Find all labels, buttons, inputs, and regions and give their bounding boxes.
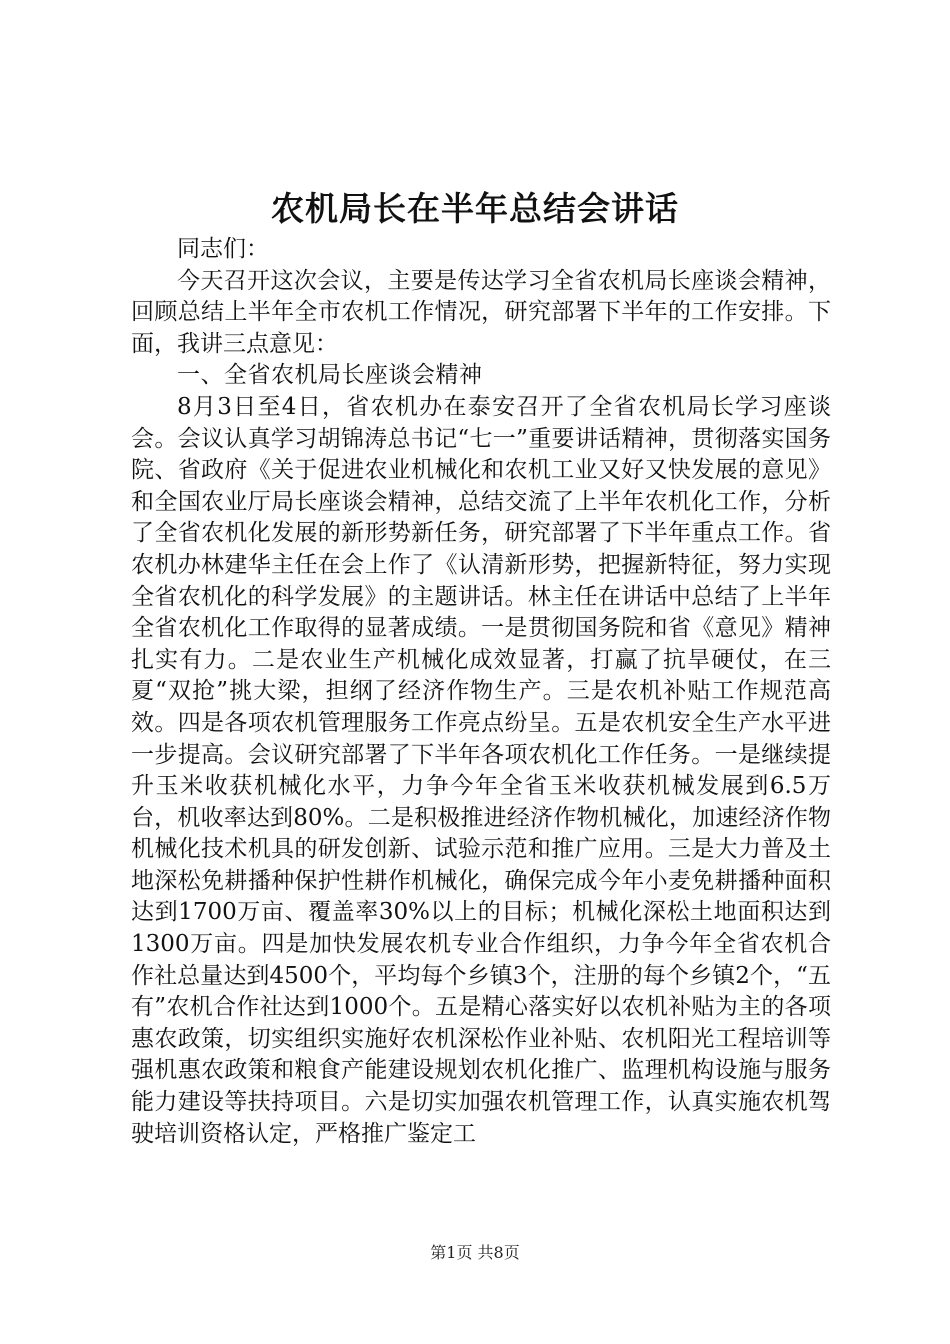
section-heading: 一、全省农机局长座谈会精神 — [177, 362, 483, 389]
intro-paragraph: 今天召开这次会议，主要是传达学习全省农机局长座谈会精神，回顾总结上半年全市农机工作情况，研究部署下半年的工作安排。下面，我讲三点意见： — [131, 267, 831, 357]
salutation: 同志们： — [177, 236, 269, 262]
document-body — [131, 234, 831, 1150]
section-paragraph: 8月3日至4日，省农机办在泰安召开了全省农机局长学习座谈会。会议认真学习胡锦涛总书记“七一”重要讲话精神，贯彻落实国务院、省政府《关于促进农业机械化和农机工业又好又快发展的意见》和全国农业厅局长座谈会精神，总结交流了上半年农机化工作，分析了全省农机化发展的新形势新任务，研究部署了下半年重点工作。省农机办林建华主任在会上作了《认清新形势，把握新特征，努力实现全省农机化的科学发展》的主题讲话。林主任在讲话中总结了上半年全省农机化工作取得的显著成绩。一是贯彻国务院和省《意见》精神扎实有力。二是农业生产机械化成效显著，打赢了抗旱硬仗，在三夏“双抢”挑大梁，担纲了经济作物生产。三是农机补贴工作规范高效。四是各项农机管理服务工作亮点纷呈。五是农机安全生产水平进一步提高。会议研究部署了下半年各项农机化工作任务。一是继续提升玉米收获机械化水平，力争今年全省玉米收获机械发展到6.5万台，机收率达到80%。二是积极推进经济作物机械化，加速经济作物机械化技术机具的研发创新、试验示范和推广应用。三是大力普及土地深松免耕播种保护性耕作机械化，确保完成今年小麦免耕播种面积达到1700万亩、覆盖率30%以上的目标；机械化深松土地面积达到1300万亩。四是加快发展农机专业合作组织，力争今年全省农机合作社总量达到4500个，平均每个乡镇3个，注册的每个乡镇2个，“五有”农机合作社达到1000个。五是精心落实好以农机补贴为主的各项惠农政策，切实组织实施好农机深松作业补贴、农机阳光工程培训等强机惠农政策和粮食产能建设规划农机化推广、监理机构设施与服务能力建设等扶持项目。六是切实加强农机管理工作，认真实施农机驾驶培训资格认定，严格推广鉴定工 — [131, 393, 831, 1147]
page-number-footer: 第1页 共8页 — [430, 1243, 520, 1262]
document-title: 农机局长在半年总结会讲话 — [271, 189, 679, 228]
